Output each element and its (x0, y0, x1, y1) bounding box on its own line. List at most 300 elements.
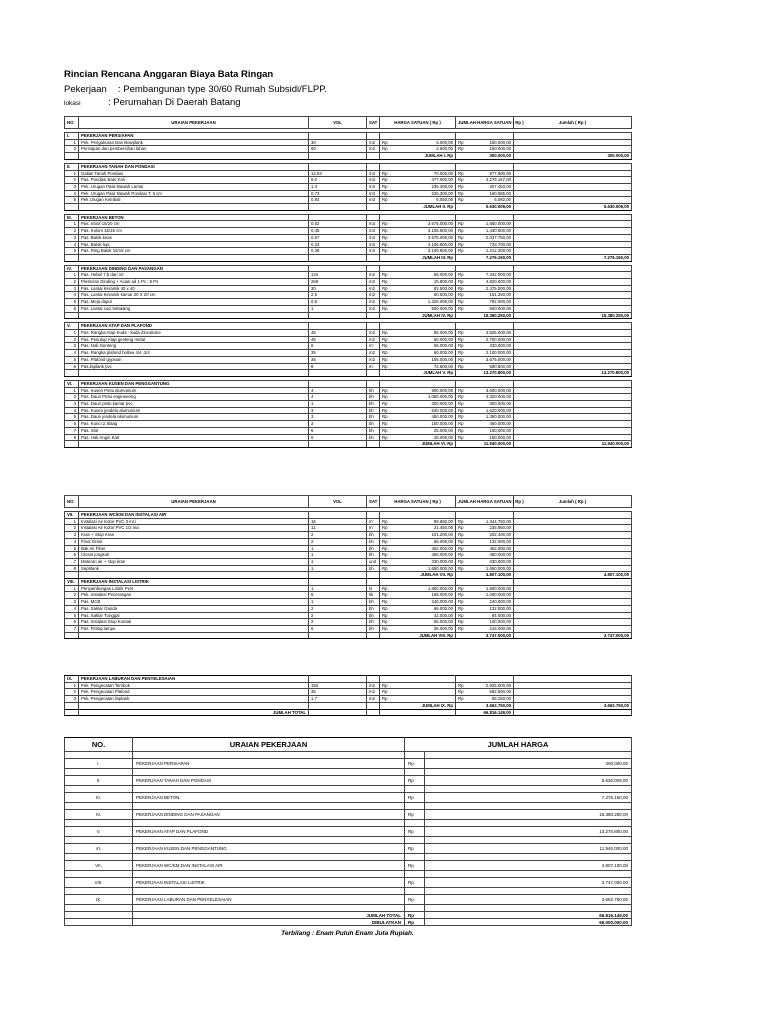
section-total-label: JUMLAH VII. Rp (380, 572, 456, 579)
item-harga-value: 477.000,00 (431, 177, 453, 183)
empty-cell (380, 265, 456, 272)
item-row (65, 305, 632, 312)
empty-cell (514, 363, 632, 370)
section-total-label: JUMLAH IX. Rp (380, 702, 456, 709)
item-harga (380, 599, 456, 606)
item-no: 4 (65, 190, 79, 197)
item-jumlah-value: 733.700,00 (489, 241, 511, 247)
rp-label: Rp (382, 525, 388, 531)
item-row (65, 552, 632, 559)
item-jumlah (456, 170, 514, 177)
item-jumlah (456, 292, 514, 299)
item-harga (380, 585, 456, 592)
empty-cell (514, 394, 632, 401)
item-vol: 8 (309, 363, 367, 370)
item-jumlah (456, 146, 514, 153)
item-sat: bh (367, 599, 380, 606)
section-total-value: 13.270.800,00 (456, 370, 514, 377)
item-jumlah-value: 792.000,00 (489, 299, 511, 305)
empty-cell (425, 837, 632, 844)
item-no: 2 (65, 279, 79, 286)
item-jumlah (456, 592, 514, 599)
summary-name: PEKERJAAN PERSIAPAN (133, 759, 405, 769)
item-sat: m2 (367, 336, 380, 343)
item-jumlah (456, 356, 514, 363)
empty-cell (514, 336, 632, 343)
item-jumlah (456, 696, 514, 703)
empty-cell (79, 441, 309, 448)
item-vol: 6 (309, 427, 367, 434)
item-jumlah (456, 241, 514, 248)
item-jumlah-value: 132.000,00 (489, 538, 511, 544)
item-vol: 6 (309, 343, 367, 350)
item-sat: m' (367, 525, 380, 532)
item-harga (380, 434, 456, 441)
header-uraian: URAIAN PEKERJAAN (79, 117, 309, 129)
item-harga (380, 285, 456, 292)
empty-cell (79, 370, 309, 377)
empty-cell (514, 512, 632, 519)
rp-label: Rp (458, 356, 464, 362)
item-harga-value: 55.000,00 (433, 343, 453, 349)
section-row (65, 214, 632, 221)
total-label: JUMLAH I. (424, 153, 447, 159)
pekerjaan-value: : Pembangunan type 30/60 Rumah Subsidi/FLPP. (118, 84, 327, 95)
section-total-value: 4.807.100,00 (456, 572, 514, 579)
empty-cell (405, 820, 425, 827)
item-vol: 2 (309, 605, 367, 612)
empty-cell (367, 676, 380, 683)
rp-label: Rp (458, 612, 464, 618)
item-jumlah (456, 545, 514, 552)
empty-cell (367, 254, 380, 261)
item-no: 1 (65, 221, 79, 228)
item-no: 6 (65, 619, 79, 626)
item-vol: 1 (309, 585, 367, 592)
item-harga (380, 552, 456, 559)
item-vol: 0,84 (309, 197, 367, 204)
item-row (65, 197, 632, 204)
rp-label: Rp (382, 532, 388, 538)
item-no: 6 (65, 552, 79, 559)
summary-rp: Rp (405, 776, 425, 786)
rp-label: Rp (382, 387, 388, 393)
summary-gap-row (65, 854, 632, 861)
section-total-value-2: 3.662.750,00 (514, 702, 632, 709)
empty-cell (514, 292, 632, 299)
item-row (65, 272, 632, 279)
item-jumlah (456, 612, 514, 619)
summary-value: 5.630.009,00 (425, 776, 632, 786)
empty-cell (367, 380, 380, 387)
item-sat: bh (367, 414, 380, 421)
empty-cell (309, 702, 367, 709)
summary-total-value: 66.816.149,00 (425, 912, 632, 919)
section-title: PEKERJAAN INSTALASI LISTRIK (79, 579, 309, 586)
item-harga (380, 414, 456, 421)
header-no: NO (65, 117, 79, 129)
item-sat: m2 (367, 139, 380, 146)
empty-cell (367, 204, 380, 211)
item-vol: 150 (309, 682, 367, 689)
item-harga-value: 85.000,00 (433, 329, 453, 335)
empty-cell (514, 407, 632, 414)
summary-value: 3.662.750,00 (425, 895, 632, 905)
item-jumlah (456, 565, 514, 572)
item-row (65, 363, 632, 370)
summary-rp: Rp (405, 810, 425, 820)
item-harga-value: 60.500,00 (433, 292, 453, 298)
item-harga-value: 66.000,00 (433, 605, 453, 611)
summary-rounded-value: 66.000.000,00 (425, 919, 632, 926)
section-total-row (65, 370, 632, 377)
item-jumlah-value: 1.650.000,00 (485, 565, 511, 571)
item-vol: 30 (309, 139, 367, 146)
empty-cell (367, 512, 380, 519)
item-row (65, 565, 632, 572)
empty-cell (514, 197, 632, 204)
item-jumlah-value: 1.212.200,00 (485, 248, 511, 254)
item-harga-value: 89.650,00 (433, 518, 453, 524)
table-header-row (65, 496, 632, 508)
item-jumlah (456, 407, 514, 414)
empty-cell (133, 769, 405, 776)
item-jumlah-value: 450.000,00 (489, 421, 511, 427)
item-vol: 0,52 (309, 221, 367, 228)
item-sat: bh (367, 407, 380, 414)
item-jumlah-value: 1.350.000,00 (485, 414, 511, 420)
item-harga (380, 183, 456, 190)
empty-cell (65, 312, 79, 319)
item-jumlah (456, 221, 514, 228)
item-no: 6 (65, 363, 79, 370)
item-harga-value: 1.080.000,00 (427, 394, 453, 400)
empty-cell (514, 421, 632, 428)
item-harga-value: 3.106.800,00 (427, 248, 453, 254)
section-total-label: JUMLAH V. Rp (380, 370, 456, 377)
empty-cell (514, 329, 632, 336)
item-sat: bh (367, 545, 380, 552)
rp-label: Rp (382, 234, 388, 240)
rp-label: Rp (382, 538, 388, 544)
rp-label: Rp (382, 558, 388, 564)
rp-label: Rp (458, 552, 464, 558)
empty-cell (133, 752, 405, 759)
item-jumlah (456, 336, 514, 343)
item-row (65, 525, 632, 532)
summary-rounded-rp: Rp (405, 919, 425, 926)
summary-row (65, 844, 632, 854)
item-name: Persiapan dan pembersihan lahan (79, 146, 309, 153)
item-no: 6 (65, 421, 79, 428)
item-jumlah-value: 100.000,00 (489, 619, 511, 625)
item-jumlah (456, 228, 514, 235)
item-row (65, 518, 632, 525)
item-sat: m3 (367, 197, 380, 204)
item-no: 1 (65, 682, 79, 689)
item-vol: 2 (309, 619, 367, 626)
item-jumlah-value: 132.000,00 (489, 605, 511, 611)
empty-cell (367, 265, 380, 272)
section-total-row (65, 441, 632, 448)
item-harga-value: 3.575.000,00 (427, 221, 453, 227)
item-sat: m3 (367, 228, 380, 235)
item-vol: 3 (309, 414, 367, 421)
rp-label: Rp (382, 197, 388, 203)
item-name: Pas. Penutup Atap genteng metal (79, 336, 309, 343)
item-sat: bh (367, 434, 380, 441)
summary-no: III. (65, 793, 133, 803)
summary-name: PEKERJAAN KUSEN DAN PENGGANTUNG (133, 844, 405, 854)
document-title: Rincian Rencana Anggaran Biaya Bata Ringan (64, 69, 274, 80)
rp-label: Rp (382, 518, 388, 524)
header-jumlah: Jumlah ( Rp ) (514, 496, 632, 508)
summary-row (65, 895, 632, 905)
item-sat: m' (367, 343, 380, 350)
empty-cell (309, 153, 367, 160)
summary-header-row (65, 738, 632, 752)
summary-gap-row (65, 786, 632, 793)
rp-label: Rp (458, 401, 464, 407)
item-jumlah-value: 235.950,00 (489, 525, 511, 531)
empty-cell (65, 888, 133, 895)
section-row (65, 512, 632, 519)
item-sat: bh (367, 605, 380, 612)
empty-cell (456, 214, 514, 221)
item-row (65, 619, 632, 626)
item-no: 6 (65, 305, 79, 312)
section-total-value: 300.000,00 (456, 153, 514, 160)
item-name: Pas. Pondasi Batu Kali (79, 177, 309, 184)
pekerjaan-line (64, 84, 327, 95)
section-total-row (65, 254, 632, 261)
item-jumlah (456, 689, 514, 696)
item-jumlah (456, 401, 514, 408)
section-no: V. (65, 323, 79, 330)
item-vol: 1 (309, 565, 367, 572)
empty-cell (425, 820, 632, 827)
item-name: Pas. Instalasi Stop Kontak (79, 619, 309, 626)
item-harga-value: 3.106.800,00 (427, 241, 453, 247)
item-jumlah (456, 599, 514, 606)
item-harga-value: 330.000,00 (431, 558, 453, 564)
summary-gap-row (65, 752, 632, 759)
total-label: JUMLAH VIII. (419, 632, 447, 638)
item-harga-value: 1.320.000,00 (427, 299, 453, 305)
empty-cell (514, 709, 632, 716)
section-total-row (65, 572, 632, 579)
item-harga-value: 165.000,00 (431, 592, 453, 598)
item-no: 7 (65, 625, 79, 632)
empty-cell (405, 871, 425, 878)
empty-cell (367, 709, 380, 716)
summary-no: VIII. (65, 878, 133, 888)
section-total-label: JUMLAH I. Rp (380, 153, 456, 160)
section-total-value-2: 15.380.250,00 (514, 312, 632, 319)
item-jumlah-value: 160.685,00 (489, 190, 511, 196)
empty-cell (425, 854, 632, 861)
item-jumlah-value: 2.100.000,00 (485, 350, 511, 356)
rp-label: Rp (458, 696, 464, 702)
section-title: PEKERJAAN DINDING DAN PASANGAN (79, 265, 309, 272)
item-harga-value: 236.300,00 (431, 183, 453, 189)
item-vol: 0,6 (309, 299, 367, 306)
empty-cell (514, 221, 632, 228)
empty-cell (425, 888, 632, 895)
empty-cell (514, 265, 632, 272)
empty-cell (133, 803, 405, 810)
item-vol: 35 (309, 356, 367, 363)
empty-cell (367, 133, 380, 140)
rp-label: Rp (382, 592, 388, 598)
item-vol: 1 (309, 599, 367, 606)
rp-label: Rp (458, 228, 464, 234)
rp-label: Rp (458, 585, 464, 591)
empty-cell (514, 612, 632, 619)
item-name: Pas. Balok lopi (79, 241, 309, 248)
item-name: Penyambungan Listrik PLN (79, 585, 309, 592)
empty-cell (514, 585, 632, 592)
header-sat: SAT (367, 117, 380, 129)
summary-rp: Rp (405, 861, 425, 871)
item-harga-value: 240.000,00 (431, 599, 453, 605)
item-vol: 0,73 (309, 190, 367, 197)
item-jumlah-value: 202.400,00 (489, 532, 511, 538)
item-sat: m2 (367, 279, 380, 286)
rp-label: Rp (458, 545, 464, 551)
summary-row (65, 759, 632, 769)
section-total-value: 3.747.000,00 (456, 632, 514, 639)
summary-gap-row (65, 769, 632, 776)
rp-label: Rp (382, 565, 388, 571)
empty-cell (367, 323, 380, 330)
item-sat: bh (367, 394, 380, 401)
empty-cell (65, 702, 79, 709)
total-label: JUMLAH V. (423, 370, 447, 376)
empty-cell (514, 133, 632, 140)
rp-label: Rp (382, 552, 388, 558)
empty-cell (309, 312, 367, 319)
item-vol: 6 (309, 592, 367, 599)
rp-label: Rp (458, 414, 464, 420)
item-jumlah (456, 177, 514, 184)
item-name: Pek. Urugan Pasir Bawah Lantai (79, 183, 309, 190)
item-sat: bh (367, 421, 380, 428)
item-jumlah (456, 414, 514, 421)
lokasi-label: lokasi (64, 100, 81, 107)
item-name: Pas. Plafond gypsum (79, 356, 309, 363)
item-jumlah-value: 1.000.000,00 (485, 592, 511, 598)
section-no: VIII. (65, 579, 79, 586)
empty-cell (405, 769, 425, 776)
item-no: 1 (65, 139, 79, 146)
summary-no: IX. (65, 895, 133, 905)
item-row (65, 612, 632, 619)
rp-label: Rp (458, 183, 464, 189)
item-harga (380, 525, 456, 532)
item-name: Closet jongkok (79, 552, 309, 559)
empty-cell (514, 183, 632, 190)
item-name: Pek. Pengecatan Plafond (79, 689, 309, 696)
pekerjaan-label: Pekerjaan (64, 84, 107, 95)
section-total-value-2: 11.940.000,00 (514, 441, 632, 448)
item-jumlah-value: 330.000,00 (489, 343, 511, 349)
rp-label: Rp (382, 329, 388, 335)
item-name: Pek Urugan Kembali (79, 197, 309, 204)
rp-label: Rp (458, 394, 464, 400)
empty-cell (65, 871, 133, 878)
item-row (65, 177, 632, 184)
item-jumlah (456, 558, 514, 565)
empty-cell (514, 605, 632, 612)
item-harga-value: 3.106.800,00 (427, 228, 453, 234)
item-row (65, 241, 632, 248)
item-row (65, 336, 632, 343)
rp-label: Rp (458, 599, 464, 605)
item-harga (380, 625, 456, 632)
rp-label: Rp (458, 421, 464, 427)
item-no: 3 (65, 599, 79, 606)
empty-cell (456, 380, 514, 387)
summary-header-uraian: URAIAN PEKERJAAN (133, 738, 405, 752)
summary-row (65, 878, 632, 888)
item-sat: m2 (367, 350, 380, 357)
section-total-value: 7.276.150,00 (456, 254, 514, 261)
item-no: 4 (65, 241, 79, 248)
item-sat: m2 (367, 356, 380, 363)
empty-cell (65, 153, 79, 160)
item-name: Floor Drain (79, 538, 309, 545)
empty-cell (514, 248, 632, 255)
item-name: Instalasi Air Kotor PVC 3 inci (79, 518, 309, 525)
item-harga (380, 292, 456, 299)
item-vol: 1 (309, 545, 367, 552)
item-name: Pas. Sloof 15/20 cm (79, 221, 309, 228)
empty-cell (367, 579, 380, 586)
item-sat: m3 (367, 234, 380, 241)
item-jumlah-value: 1.800.000,00 (485, 585, 511, 591)
item-sat: m3 (367, 177, 380, 184)
item-vol: 45 (309, 329, 367, 336)
empty-cell (514, 380, 632, 387)
item-row (65, 625, 632, 632)
item-name: Galian Tanah Pondasi (79, 170, 309, 177)
empty-cell (514, 350, 632, 357)
item-harga (380, 356, 456, 363)
empty-cell (514, 299, 632, 306)
section-title: PEKERJAAN LABURAN DAN PENYELESAIAN (79, 676, 309, 683)
rp-label: Rp (458, 190, 464, 196)
summary-value: 11.940.000,00 (425, 844, 632, 854)
rp-label: Rp (458, 625, 464, 631)
empty-cell (65, 919, 133, 926)
item-jumlah-value: 682.500,00 (489, 689, 511, 695)
item-name: Pas.lisplank pvc (79, 363, 309, 370)
item-harga-value: 150.000,00 (431, 421, 453, 427)
item-no: 1 (65, 272, 79, 279)
item-harga (380, 190, 456, 197)
empty-cell (514, 170, 632, 177)
item-harga (380, 336, 456, 343)
item-name: Kran + Stop Kran (79, 532, 309, 539)
item-harga-value: 60.000,00 (433, 336, 453, 342)
rp-label: Rp (458, 343, 464, 349)
item-harga (380, 565, 456, 572)
item-harga (380, 139, 456, 146)
item-row (65, 414, 632, 421)
item-jumlah (456, 619, 514, 626)
rp-label: Rp (382, 183, 388, 189)
